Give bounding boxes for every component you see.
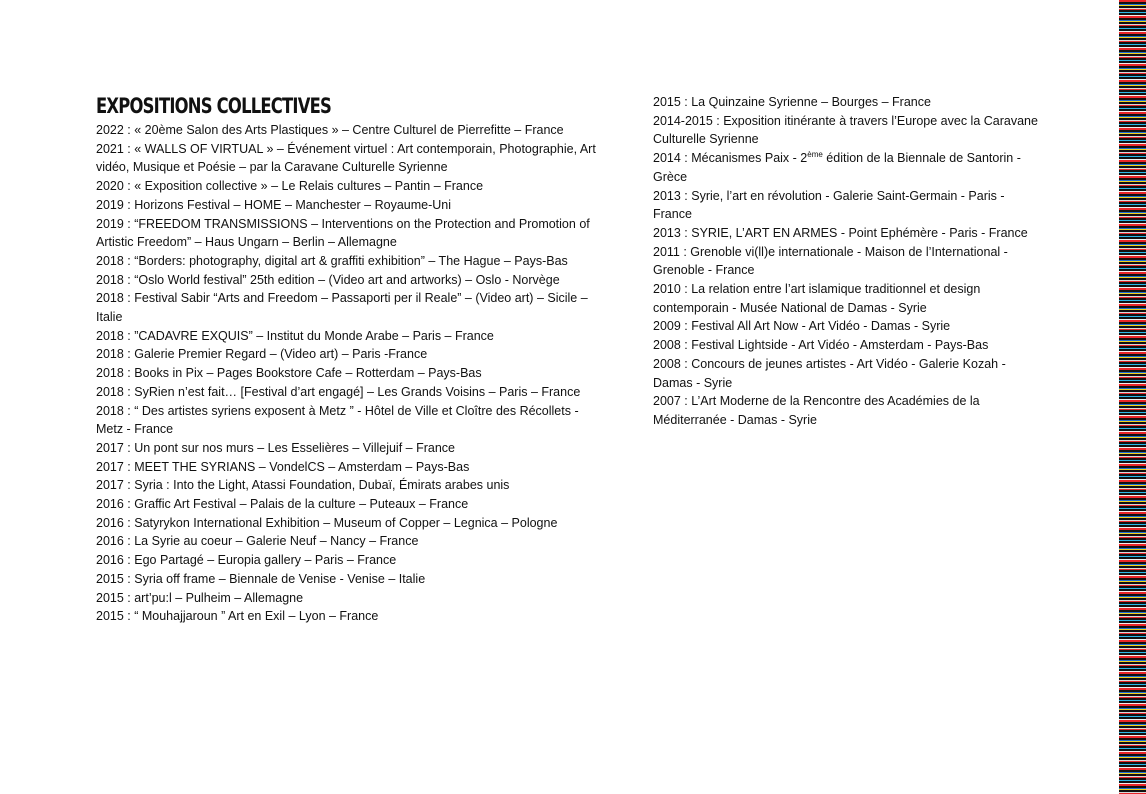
ordinal-superscript: ème <box>807 150 823 160</box>
entry-text-end: édition de la Biennale de Santorin - Grèce <box>653 151 1021 184</box>
exhibition-entry: 2018 : SyRien n’est fait… [Festival d’art engagé] – Les Grands Voisins – Paris – France <box>96 384 581 399</box>
exhibition-entry: 2016 : La Syrie au coeur – Galerie Neuf – Nancy – France <box>96 534 419 549</box>
exhibition-entry: 2015 : Syria off frame – Biennale de Venise - Venise – Italie <box>96 571 426 586</box>
exhibition-entry: 2015 : La Quinzaine Syrienne – Bourges – France <box>653 95 931 109</box>
exhibition-entry: 2018 : “Borders: photography, digital art & graffiti exhibition” – The Hague – Pays-Bas <box>96 253 568 268</box>
exhibition-entry: 2011 : Grenoble vi(ll)e internationale - Maison de l’International - Grenoble - France <box>653 244 1008 278</box>
exhibition-entry: 2007 : L’Art Moderne de la Rencontre des Académies de la Méditerranée - Damas - Syrie <box>653 394 980 427</box>
exhibition-entry: 2019 : Horizons Festival – HOME – Manchester – Royaume-Uni <box>96 197 452 212</box>
decorative-stripe-border <box>1119 0 1146 794</box>
right-column <box>653 93 1039 430</box>
exhibition-entry: 2018 : “Oslo World festival” 25th edition – (Video art and artworks) – Oslo - Norvège <box>96 272 560 287</box>
exhibition-entry: 2009 : Festival All Art Now - Art Vidéo - Damas - Syrie <box>653 319 951 334</box>
exhibition-entry: 2018 : Galerie Premier Regard – (Video art) – Paris -France <box>96 347 428 362</box>
exhibition-entry: 2015 : art’pu:l – Pulheim – Allemagne <box>96 590 304 605</box>
exhibition-entry: 2017 : Un pont sur nos murs – Les Esselières – Villejuif – France <box>96 440 455 455</box>
exhibition-entry: 2014-2015 : Exposition itinérante à travers l’Europe avec la Caravane Culturelle Syrienne <box>653 113 1038 147</box>
exhibition-entry: 2008 : Festival Lightside - Art Vidéo - Amsterdam - Pays-Bas <box>653 338 989 353</box>
exhibition-entry: 2016 : Graffic Art Festival – Palais de la culture – Puteaux – France <box>96 497 469 512</box>
section-heading: EXPOSITIONS COLLECTIVES <box>96 94 332 118</box>
exhibition-entry: 2018 : Books in Pix – Pages Bookstore Cafe – Rotterdam – Pays-Bas <box>96 366 482 381</box>
exhibition-entry: 2021 : « WALLS OF VIRTUAL » – Événement virtuel : Art contemporain, Photographie, Art vidéo, Musique et Poésie – par la Caravane Culturelle Syrienne <box>96 141 596 175</box>
exhibition-entry: 2022 : « 20ème Salon des Arts Plastiques » – Centre Culturel de Pierrefitte – France <box>96 123 564 137</box>
exhibition-entry: 2019 : “FREEDOM TRANSMISSIONS – Interventions on the Protection and Promotion of Artistic Freedom” – Haus Ungarn – Berlin – Allemagne <box>96 216 590 250</box>
exhibition-entry: 2018 : ”CADAVRE EXQUIS” – Institut du Monde Arabe – Paris – France <box>96 328 494 343</box>
exhibition-entry: 2017 : Syria : Into the Light, Atassi Foundation, Dubaï, Émirats arabes unis <box>96 478 510 493</box>
exhibition-entry <box>653 149 1039 186</box>
left-column <box>96 121 608 626</box>
exhibition-entry: 2018 : “ Des artistes syriens exposent à Metz ” - Hôtel de Ville et Cloître des Récollets - Metz - France <box>96 403 579 437</box>
exhibition-entry: 2020 : « Exposition collective » – Le Relais cultures – Pantin – France <box>96 179 484 194</box>
exhibition-entry: 2016 : Ego Partagé – Europia gallery – Paris – France <box>96 553 397 568</box>
entry-text-start: 2014 : Mécanismes Paix - 2 <box>653 151 808 166</box>
exhibition-entry: 2016 : Satyrykon International Exhibition – Museum of Copper – Legnica – Pologne <box>96 515 558 530</box>
exhibition-entry: 2010 : La relation entre l’art islamique traditionnel et design contemporain - Musée National de Damas - Syrie <box>653 282 981 315</box>
exhibition-entry: 2008 : Concours de jeunes artistes - Art Vidéo - Galerie Kozah - Damas - Syrie <box>653 356 1006 390</box>
exhibition-entry: 2015 : “ Mouhajjaroun ” Art en Exil – Lyon – France <box>96 609 379 624</box>
exhibition-entry: 2017 : MEET THE SYRIANS – VondelCS – Amsterdam – Pays-Bas <box>96 459 470 474</box>
exhibition-entry: 2018 : Festival Sabir “Arts and Freedom – Passaporti per il Reale” – (Video art) – Sicile – Italie <box>96 291 588 325</box>
exhibition-entry: 2013 : SYRIE, L’ART EN ARMES - Point Ephémère - Paris - France <box>653 225 1028 240</box>
exhibition-entry: 2013 : Syrie, l’art en révolution - Galerie Saint-Germain - Paris - France <box>653 188 1005 222</box>
